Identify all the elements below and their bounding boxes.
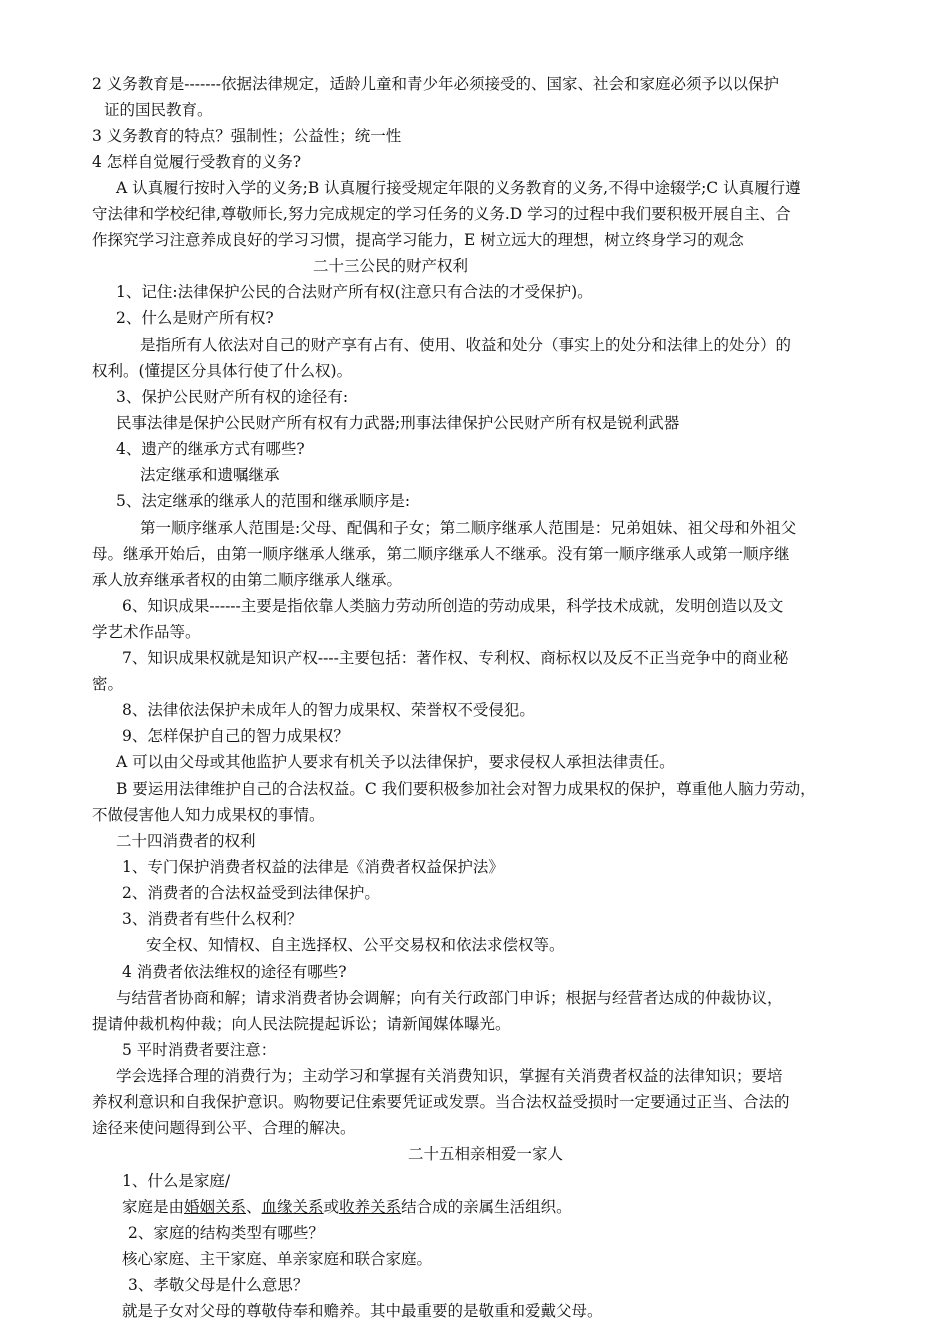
paragraph-line — [122, 1195, 572, 1220]
paragraph-line: 1、专门保护消费者权益的法律是《消费者权益保护法》 — [122, 858, 504, 876]
section-title: 二十四消费者的权利 — [116, 832, 256, 850]
paragraph-line: 密。 — [92, 675, 124, 693]
paragraph-line: A 认真履行按时入学的义务;B 认真履行接受规定年限的义务教育的义务,不得中途辍学;C 认真履行遵 — [116, 179, 801, 197]
section-title: 二十三公民的财产权利 — [313, 257, 469, 275]
paragraph-line: 2、消费者的合法权益受到法律保护。 — [122, 884, 380, 902]
paragraph-line: 途径来使问题得到公平、合理的解决。 — [92, 1119, 356, 1137]
paragraph-line: 证的国民教育。 — [104, 101, 213, 119]
paragraph-line: 3 义务教育的特点？强制性；公益性；统一性 — [92, 127, 402, 145]
paragraph-line: 学会选择合理的消费行为；主动学习和掌握有关消费知识，掌握有关消费者权益的法律知识；要培 — [116, 1067, 783, 1085]
paragraph-line: B 要运用法律维护自己的合法权益。C 我们要积极参加社会对智力成果权的保护，尊重他人脑力劳动， — [116, 780, 816, 798]
paragraph-line: 母。继承开始后，由第一顺序继承人继承，第二顺序继承人不继承。没有第一顺序继承人或第一顺序继 — [92, 545, 790, 563]
paragraph-line: 安全权、知情权、自主选择权、公平交易权和依法求偿权等。 — [146, 936, 565, 954]
paragraph-line: 5、法定继承的继承人的范围和继承顺序是: — [116, 492, 411, 510]
underlined-term: 婚姻关系 — [184, 1198, 247, 1216]
paragraph-line: 不做侵害他人知力成果权的事情。 — [92, 806, 325, 824]
paragraph-line: 核心家庭、主干家庭、单亲家庭和联合家庭。 — [122, 1250, 433, 1268]
paragraph-line: 2 义务教育是-------依据法律规定，适龄儿童和青少年必须接受的、国家、社会和家庭必须予以以保护 — [92, 75, 779, 93]
paragraph-line: 4、遗产的继承方式有哪些? — [116, 440, 305, 458]
paragraph-line: 6、知识成果------主要是指依靠人类脑力劳动所创造的劳动成果，科学技术成就，发明创造以及文 — [122, 597, 784, 615]
paragraph-line: 2、家庭的结构类型有哪些？ — [128, 1224, 324, 1242]
paragraph-line: 9、怎样保护自己的智力成果权？ — [122, 727, 349, 745]
paragraph-line: 承人放弃继承者权的由第二顺序继承人继承。 — [92, 571, 403, 589]
text-run: 或 — [323, 1198, 340, 1216]
paragraph-line: 是指所有人依法对自己的财产享有占有、使用、收益和处分（事实上的处分和法律上的处分）的 — [140, 336, 792, 354]
text-run: 家庭是由 — [122, 1198, 185, 1216]
text-run: 结合成的亲属生活组织。 — [401, 1198, 572, 1216]
paragraph-line: 学艺术作品等。 — [92, 623, 201, 641]
paragraph-line: 1、什么是家庭/ — [122, 1172, 231, 1190]
text-run: 、 — [246, 1198, 262, 1216]
underlined-term: 收养关系 — [339, 1198, 402, 1216]
paragraph-line: 3、孝敬父母是什么意思？ — [128, 1276, 309, 1294]
paragraph-line: 养权利意识和自我保护意识。购物要记住索要凭证或发票。当合法权益受损时一定要通过正当、合法的 — [92, 1093, 790, 1111]
paragraph-line: 5 平时消费者要注意： — [122, 1041, 277, 1059]
paragraph-line: 2、什么是财产所有权? — [116, 309, 274, 327]
paragraph-line: 4 消费者依法维权的途径有哪些? — [122, 963, 347, 981]
paragraph-line: 权利。(懂提区分具体行使了什么权)。 — [92, 362, 353, 380]
paragraph-line: 第一顺序继承人范围是:父母、配偶和子女；第二顺序继承人范围是：兄弟姐妹、祖父母和外祖父 — [140, 519, 797, 537]
paragraph-line: 民事法律是保护公民财产所有权有力武器;刑事法律保护公民财产所有权是锐利武器 — [116, 414, 680, 432]
section-title: 二十五相亲相爱一家人 — [408, 1145, 564, 1163]
paragraph-line: 1、记住:法律保护公民的合法财产所有权(注意只有合法的才受保护)。 — [116, 283, 593, 301]
paragraph-line: 作探究学习注意养成良好的学习习惯，提高学习能力，E 树立远大的理想，树立终身学习的观念 — [92, 231, 744, 249]
paragraph-line: 3、消费者有些什么权利？ — [122, 910, 303, 928]
paragraph-line: 4 怎样自觉履行受教育的义务? — [92, 153, 302, 171]
paragraph-line: 守法律和学校纪律,尊敬师长,努力完成规定的学习任务的义务.D 学习的过程中我们要积极开展自主、合 — [92, 205, 791, 223]
paragraph-line: 与结营者协商和解；请求消费者协会调解；向有关行政部门申诉；根据与经营者达成的仲裁协议， — [116, 989, 783, 1007]
paragraph-line: 提请仲裁机构仲裁；向人民法院提起诉讼；请新闻媒体曝光。 — [92, 1015, 511, 1033]
underlined-term: 血缘关系 — [261, 1198, 324, 1216]
paragraph-line: 3、保护公民财产所有权的途径有: — [116, 388, 349, 406]
paragraph-line: 7、知识成果权就是知识产权----主要包括：著作权、专利权、商标权以及反不正当竞争中的商业秘 — [122, 649, 789, 667]
paragraph-line: 8、法律依法保护未成年人的智力成果权、荣誉权不受侵犯。 — [122, 701, 535, 719]
paragraph-line: A 可以由父母或其他监护人要求有机关予以法律保护，要求侵权人承担法律责任。 — [116, 753, 675, 771]
paragraph-line: 法定继承和遗嘱继承 — [140, 466, 280, 484]
paragraph-line: 就是子女对父母的尊敬侍奉和赡养。其中最重要的是敬重和爱戴父母。 — [122, 1302, 603, 1320]
